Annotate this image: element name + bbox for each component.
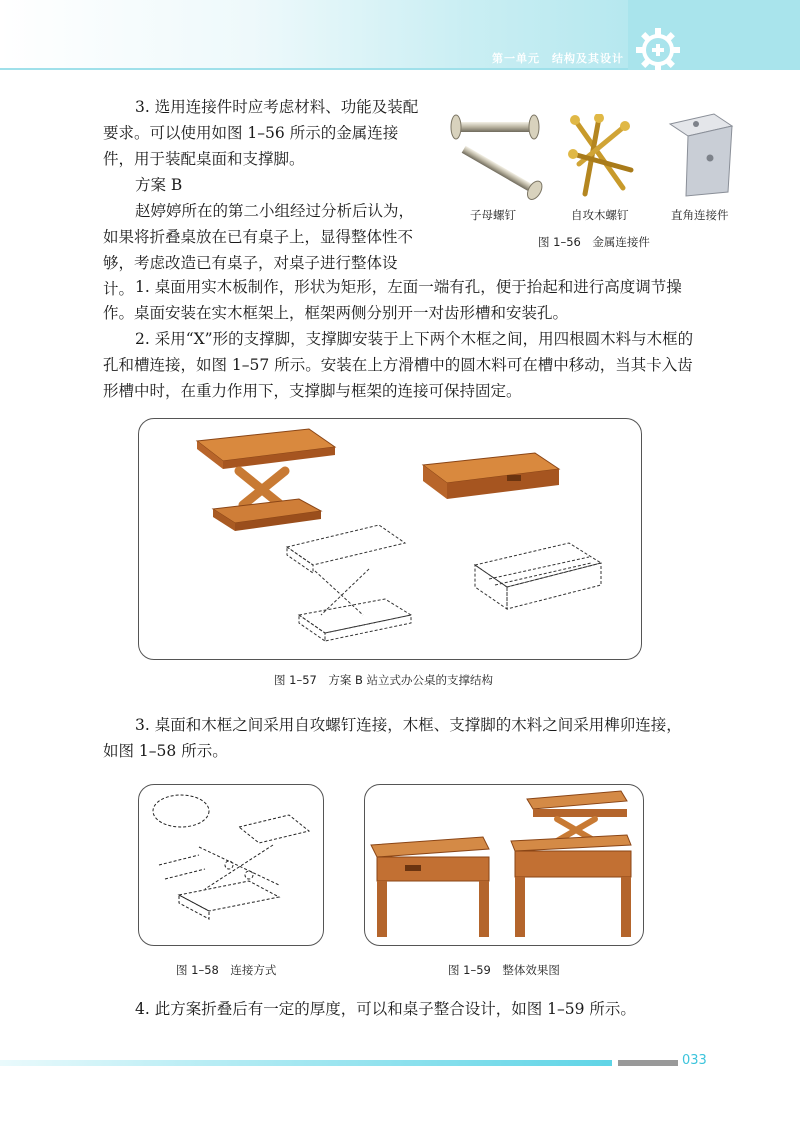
desk-folded-render xyxy=(371,837,489,937)
caption-fig-1-59: 图 1–59 整体效果图 xyxy=(448,963,560,977)
raised-desk-render xyxy=(197,429,335,531)
connection-method-exploded-view xyxy=(139,785,323,945)
folded-desk-line-drawing xyxy=(475,543,601,609)
header-rule xyxy=(0,68,628,70)
paragraph-plan-b: 赵婷婷所在的第二小组经过分析后认为，如果将折叠桌放在已有桌子上，显得整体性不够，考虑改造已有桌子，对桌子进行整体设计。 xyxy=(103,202,415,298)
running-header xyxy=(492,50,624,66)
paragraph-x-legs: 2. 采用“X”形的支撑脚，支撑脚安装于上下两个木框之间，用四根圆木料与木框的孔和槽连接，如图 1–57 所示。安装在上方滑槽中的圆木料可在槽中移动，当其卡入齿形槽中时，在重力作用下，支撑脚与框架的连接可保持固定。 xyxy=(103,330,694,400)
label-tapping-screw: 自攻木螺钉 xyxy=(571,208,629,222)
folded-desk-render xyxy=(423,453,559,499)
footer-gray-bar xyxy=(618,1060,678,1066)
plan-b-heading: 方案 B xyxy=(135,176,183,194)
standing-desk-support-illustration xyxy=(139,419,641,659)
paragraph-integration: 4. 此方案折叠后有一定的厚度，可以和桌子整合设计，如图 1–59 所示。 xyxy=(135,1000,636,1018)
gear-icon xyxy=(634,26,682,74)
tapping-screw-image xyxy=(565,114,640,200)
figure-1-59-frame xyxy=(364,784,644,946)
overall-effect-render xyxy=(365,785,643,945)
caption-fig-1-58: 图 1–58 连接方式 xyxy=(176,963,277,977)
section-label: 结构及其设计 xyxy=(552,52,624,65)
right-angle-bracket-image xyxy=(666,112,736,198)
paragraph-desktop: 1. 桌面用实木板制作，形状为矩形，左面一端有孔，便于抬起和进行高度调节操作。桌面安装在实木框架上，框架两侧分别开一对齿形槽和安装孔。 xyxy=(103,278,682,322)
desk-raised-render xyxy=(511,791,631,937)
paragraph-joints: 3. 桌面和木框之间采用自攻螺钉连接，木框、支撑脚的木料之间采用榫卯连接，如图 1–58 所示。 xyxy=(103,716,682,760)
figure-1-58-frame xyxy=(138,784,324,946)
page-number: 033 xyxy=(682,1053,707,1068)
figure-1-57-frame xyxy=(138,418,642,660)
sleeve-screw-image xyxy=(446,106,556,206)
paragraph-connectors: 3. 选用连接件时应考虑材料、功能及装配要求。可以使用如图 1–56 所示的金属连接件，用于装配桌面和支撑脚。 xyxy=(103,98,419,168)
label-bracket: 直角连接件 xyxy=(671,208,729,222)
caption-fig-1-56: 图 1–56 金属连接件 xyxy=(538,235,650,249)
caption-fig-1-57: 图 1–57 方案 B 站立式办公桌的支撑结构 xyxy=(274,673,494,687)
label-sleeve-screw: 子母螺钉 xyxy=(470,208,516,222)
footer-rule xyxy=(0,1060,612,1066)
raised-desk-line-drawing xyxy=(287,525,411,641)
unit-label: 第一单元 xyxy=(492,52,540,65)
